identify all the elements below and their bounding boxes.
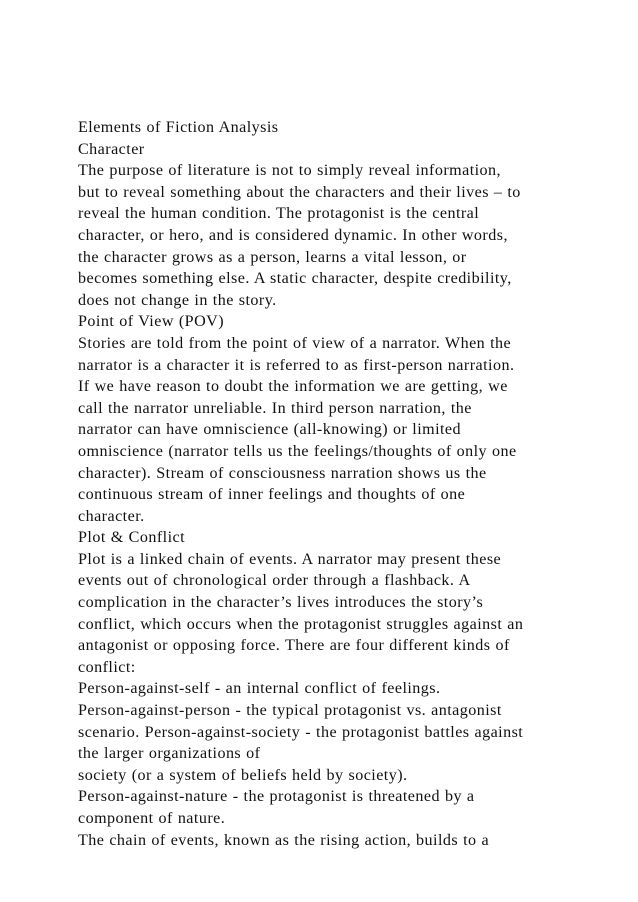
text-line: Plot is a linked chain of events. A narrator may present these [78, 550, 502, 568]
text-line: character). Stream of consciousness narration shows us the [78, 464, 487, 482]
text-line: The purpose of literature is not to simply reveal information, [78, 162, 502, 180]
text-line: narrator can have omniscience (all-knowing) or limited [78, 421, 462, 439]
text-line: the character grows as a person, learns a vital lesson, or [78, 248, 467, 266]
section-heading-plot-conflict: Plot & Conflict [78, 529, 185, 547]
text-line: society (or a system of beliefs held by society). [78, 766, 408, 784]
text-line: If we have reason to doubt the information we are getting, we [78, 378, 508, 396]
text-line: Stories are told from the point of view of a narrator. When the [78, 334, 512, 352]
document-text [78, 117, 628, 851]
text-line: call the narrator unreliable. In third person narration, the [78, 399, 472, 417]
text-line: character, or hero, and is considered dynamic. In other words, [78, 226, 508, 244]
text-line: events out of chronological order through a flashback. A [78, 572, 471, 590]
text-line: antagonist or opposing force. There are four different kinds of [78, 637, 510, 655]
text-line: omniscience (narrator tells us the feelings/thoughts of only one [78, 442, 517, 460]
text-line: Person-against-person - the typical protagonist vs. antagonist [78, 702, 502, 720]
text-line: the larger organizations of [78, 745, 261, 763]
text-line: component of nature. [78, 810, 226, 827]
text-line: conflict, which occurs when the protagonist struggles against an [78, 615, 524, 633]
text-line: continuous stream of inner feelings and thoughts of one [78, 486, 466, 504]
text-line: narrator is a character it is referred to as first-person narration. [78, 356, 515, 374]
text-line: does not change in the story. [78, 291, 277, 309]
text-line: Person-against-nature - the protagonist is threatened by a [78, 788, 475, 806]
text-line: complication in the character’s lives introduces the story’s [78, 594, 484, 612]
text-line: reveal the human condition. The protagonist is the central [78, 205, 480, 223]
text-line: becomes something else. A static character, despite credibility, [78, 270, 512, 288]
document-title: Elements of Fiction Analysis [78, 119, 279, 136]
text-line: The chain of events, known as the rising action, builds to a [78, 831, 490, 849]
text-line: scenario. Person-against-society - the protagonist battles against [78, 723, 524, 741]
text-line: Person-against-self - an internal conflict of feelings. [78, 680, 441, 698]
text-line: conflict: [78, 658, 136, 676]
text-line: character. [78, 507, 145, 525]
text-line: but to reveal something about the characters and their lives – to [78, 183, 521, 201]
section-heading-character: Character [78, 140, 145, 158]
section-heading-point-of-view: Point of View (POV) [78, 313, 225, 331]
